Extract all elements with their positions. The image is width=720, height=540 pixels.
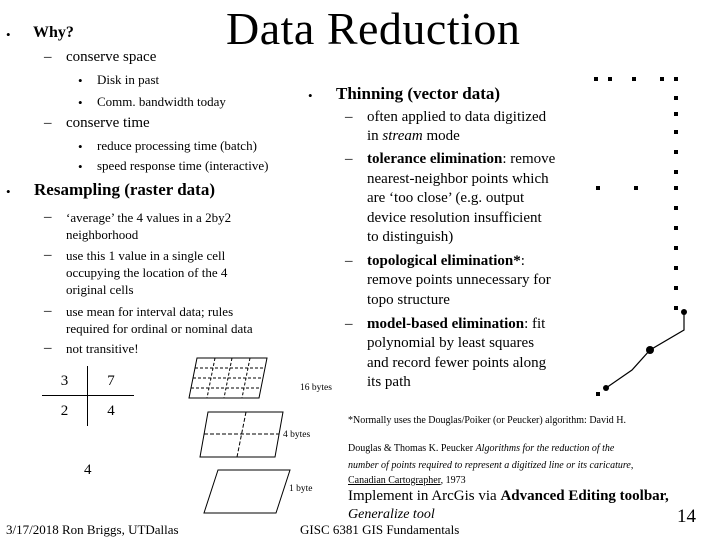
thinning-text: topological elimination*: [367, 253, 525, 269]
grid-16-graphic [189, 358, 267, 398]
page-number: 14 [677, 506, 696, 527]
resampling-item: neighborhood [66, 227, 139, 242]
resampling-item: occupying the location of the 4 [66, 265, 228, 280]
implement-tool: Generalize tool [348, 507, 435, 522]
footer-date-author: 3/17/2018 Ron Briggs, UTDallas [6, 522, 179, 537]
bytes-16-label: 16 bytes [300, 383, 332, 393]
dash-icon: – [44, 340, 52, 356]
grid-1-graphic [204, 470, 290, 513]
thinning-text: device resolution insufficient [367, 210, 542, 226]
thinning-text: polynomial by least squares [367, 335, 535, 351]
thinning-text: to distinguish) [367, 229, 454, 245]
implement-line: Implement in ArcGis via Advanced Editing toolbar, [348, 488, 669, 504]
thinning-text: model-based elimination: fit [367, 316, 546, 332]
thinning-text: nearest-neighbor points which [367, 171, 549, 187]
why-label: Why? [33, 24, 74, 41]
bytes-4-label: 4 bytes [283, 430, 311, 440]
bullet-icon: • [308, 88, 313, 103]
dash-icon: – [44, 49, 52, 65]
fit-line-graphic [603, 309, 687, 391]
dash-icon: – [44, 209, 52, 225]
thinning-text: its path [367, 374, 411, 390]
time-item: speed response time (interactive) [97, 158, 269, 173]
thinning-text: and record fewer points along [367, 355, 547, 371]
thinning-text: topo structure [367, 292, 450, 308]
grid-4-graphic [200, 412, 283, 457]
dash-icon: – [345, 109, 353, 125]
footnote-line: number of points required to represent a digitized line or its caricature, [348, 460, 634, 471]
resampling-heading: Resampling (raster data) [34, 180, 215, 199]
time-item: reduce processing time (batch) [97, 138, 257, 153]
grid-cell: 7 [88, 366, 134, 396]
resampling-item: ‘average’ the 4 values in a 2by2 [66, 210, 232, 225]
single-cell-value: 4 [84, 462, 92, 478]
grid-cell: 3 [42, 366, 88, 396]
bytes-1-label: 1 byte [289, 484, 313, 494]
resampling-item: not transitive! [66, 341, 139, 356]
dash-icon: – [44, 303, 52, 319]
footnote-line: Canadian Cartographer, 1973 [348, 475, 466, 486]
grid-cell: 2 [42, 396, 88, 426]
bullet-icon: • [78, 95, 83, 110]
space-item: Disk in past [97, 72, 160, 87]
bullet-icon: • [6, 184, 11, 199]
dash-icon: – [44, 115, 52, 131]
thinning-text: in stream mode [367, 128, 460, 144]
resampling-item: use this 1 value in a single cell [66, 248, 226, 263]
grid-cell: 4 [107, 403, 115, 419]
footnote-line: Douglas & Thomas K. Peucker Algorithms for the reduction of the [348, 443, 615, 454]
dash-icon: – [345, 151, 353, 167]
thinning-text: often applied to data digitized [367, 109, 547, 125]
conserve-time: conserve time [66, 115, 150, 131]
point-markers [594, 77, 678, 396]
resampling-item: use mean for interval data; rules [66, 304, 234, 319]
conserve-space: conserve space [66, 49, 157, 65]
resampling-item: required for ordinal or nominal data [66, 321, 253, 336]
bullet-icon: • [78, 139, 83, 154]
thinning-text: tolerance elimination: remove [367, 151, 556, 167]
bullet-icon: • [78, 73, 83, 88]
thinning-text: remove points unnecessary for [367, 272, 551, 288]
dash-icon: – [44, 247, 52, 263]
dash-icon: – [345, 253, 353, 269]
dash-icon: – [345, 316, 353, 332]
bullet-icon: • [78, 159, 83, 174]
footer-course: GISC 6381 GIS Fundamentals [300, 522, 460, 537]
bullet-icon: • [6, 27, 11, 42]
slide-title: Data Reduction [226, 3, 521, 54]
thinning-heading: Thinning (vector data) [336, 84, 501, 103]
resampling-item: original cells [66, 282, 134, 297]
thinning-text: are ‘too close’ (e.g. output [367, 190, 525, 206]
footnote-line: *Normally uses the Douglas/Poiker (or Peucker) algorithm: David H. [348, 415, 626, 426]
space-item: Comm. bandwidth today [97, 94, 226, 109]
